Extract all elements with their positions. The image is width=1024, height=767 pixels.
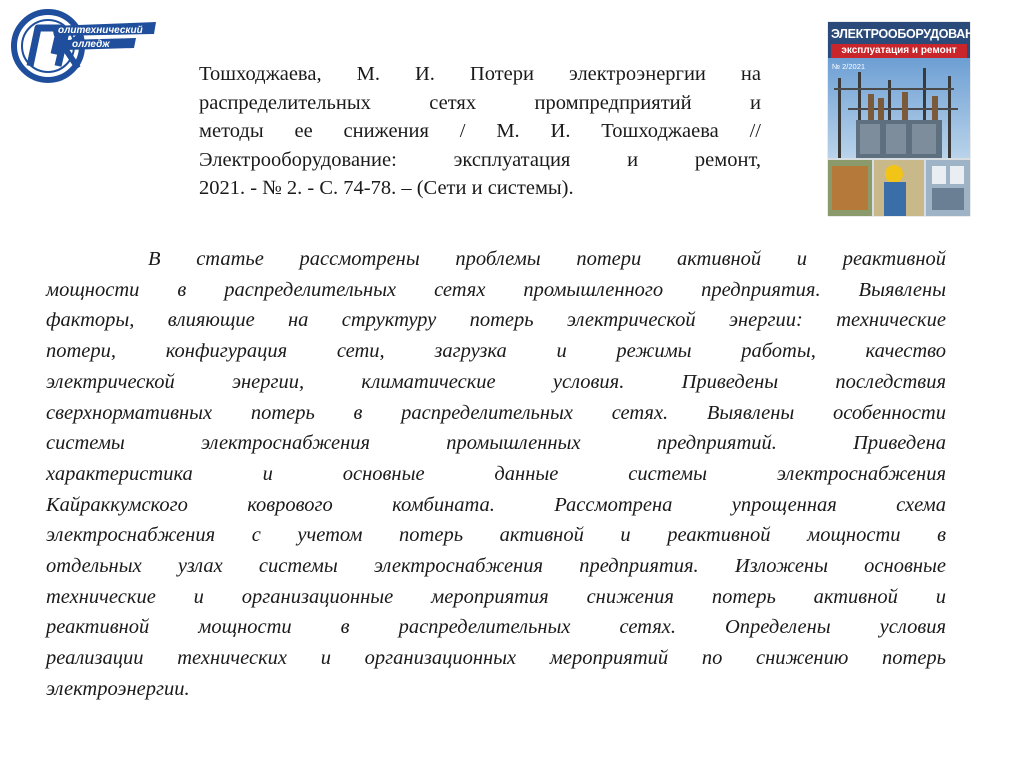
magazine-cover: [828, 22, 991, 216]
abstract-line: Кайраккумского коврового комбината. Рассмотрена упрощенная схема: [46, 493, 946, 516]
citation-line: Электрооборудование: эксплуатация и ремонт,: [199, 148, 761, 171]
abstract-line: В статье рассмотрены проблемы потери активной и реактивной: [148, 248, 946, 270]
abstract-line: факторы, влияющие на структуру потерь электрической энергии: технические: [46, 309, 946, 332]
abstract-line: электрической энергии, климатические условия. Приведены последствия: [46, 370, 946, 393]
logo-text-top: олитехнический: [58, 25, 143, 36]
abstract-line: электроснабжения с учетом потерь активной и реактивной мощности в: [46, 524, 946, 547]
citation-line: распределительных сетях промпредприятий и: [199, 91, 761, 114]
citation-line: методы ее снижения / М. И. Тошходжаева //: [199, 120, 761, 143]
abstract-text: [46, 244, 946, 705]
cover-photo-image: [828, 58, 970, 216]
abstract-line: сверхнормативных потерь в распределительных сетях. Выявлены особенности: [46, 401, 946, 424]
abstract-line: реактивной мощности в распределительных сетях. Определены условия: [46, 616, 946, 639]
citation-line: Тошходжаева, М. И. Потери электроэнергии на: [199, 63, 761, 85]
abstract-line: характеристика и основные данные системы электроснабжения: [46, 462, 946, 485]
citation-line: 2021. - № 2. - С. 74-78. – (Сети и системы).: [199, 177, 574, 200]
abstract-line: потери, конфигурация сети, загрузка и режимы работы, качество: [46, 340, 946, 363]
abstract-line: реализации технических и организационных мероприятий по снижению потерь: [46, 647, 946, 670]
abstract-line: отдельных узлах системы электроснабжения предприятия. Изложены основные: [46, 555, 946, 578]
abstract-line: электроэнергии.: [46, 677, 190, 700]
bibliographic-citation: [199, 60, 761, 203]
college-logo: [8, 4, 158, 84]
cover-issue-number: № 2/2021: [832, 62, 866, 71]
cover-subtitle: эксплуатация и ремонт: [831, 44, 967, 58]
abstract-line: технические и организационные мероприятия снижения потерь активной и: [46, 585, 946, 608]
abstract-line: мощности в распределительных сетях промышленного предприятия. Выявлены: [46, 278, 946, 301]
logo-text-bottom: олледж: [72, 39, 110, 50]
cover-title: ЭЛЕКТРООБОРУДОВАНИЕ: [831, 27, 991, 41]
abstract-line: системы электроснабжения промышленных предприятий. Приведена: [46, 432, 946, 455]
logo-emblem-icon: [8, 4, 158, 84]
